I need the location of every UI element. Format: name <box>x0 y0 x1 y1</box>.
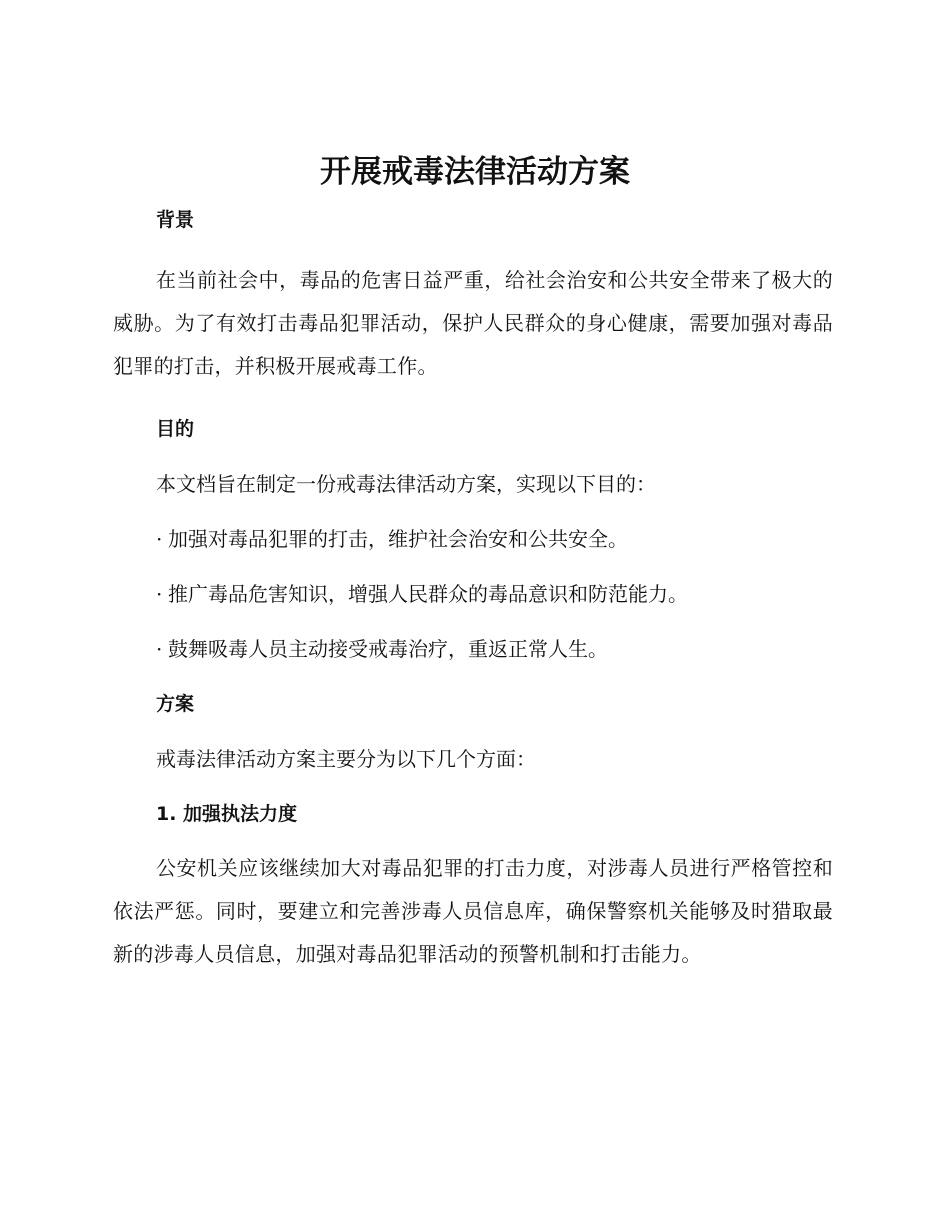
list-item-text: 推广毒品危害知识，增强人民群众的毒品意识和防范能力。 <box>168 582 688 606</box>
bullet-icon: · <box>156 637 163 661</box>
enforcement-paragraph: 公安机关应该继续加大对毒品犯罪的打击力度，对涉毒人员进行严格管控和依法严惩。同时，要建立和完善涉毒人员信息库，确保警察机关能够及时猎取最新的涉毒人员信息，加强对毒品犯罪活动的预警机制和打击能力。 <box>113 856 833 966</box>
bullet-icon: · <box>156 527 163 551</box>
section-heading-plan: 方案 <box>156 693 195 715</box>
list-item <box>156 578 833 610</box>
purpose-intro: 本文档旨在制定一份戒毒法律活动方案，实现以下目的： <box>156 472 656 496</box>
list-item <box>156 633 833 665</box>
background-paragraph: 在当前社会中，毒品的危害日益严重，给社会治安和公共安全带来了极大的威胁。为了有效打击毒品犯罪活动，保护人民群众的身心健康，需要加强对毒品犯罪的打击，并积极开展戒毒工作。 <box>113 268 833 378</box>
section-heading-purpose: 目的 <box>156 418 195 440</box>
list-item-text: 加强对毒品犯罪的打击，维护社会治安和公共安全。 <box>168 527 628 551</box>
section-heading-background: 背景 <box>156 209 195 231</box>
list-item-text: 鼓舞吸毒人员主动接受戒毒治疗，重返正常人生。 <box>168 637 608 661</box>
document-title: 开展戒毒法律活动方案 <box>320 154 630 190</box>
subsection-heading-enforcement: 1. 加强执法力度 <box>156 803 298 825</box>
document-body <box>113 204 833 976</box>
plan-intro: 戒毒法律活动方案主要分为以下几个方面： <box>156 747 536 771</box>
bullet-icon: · <box>156 582 163 606</box>
list-item <box>156 523 833 555</box>
